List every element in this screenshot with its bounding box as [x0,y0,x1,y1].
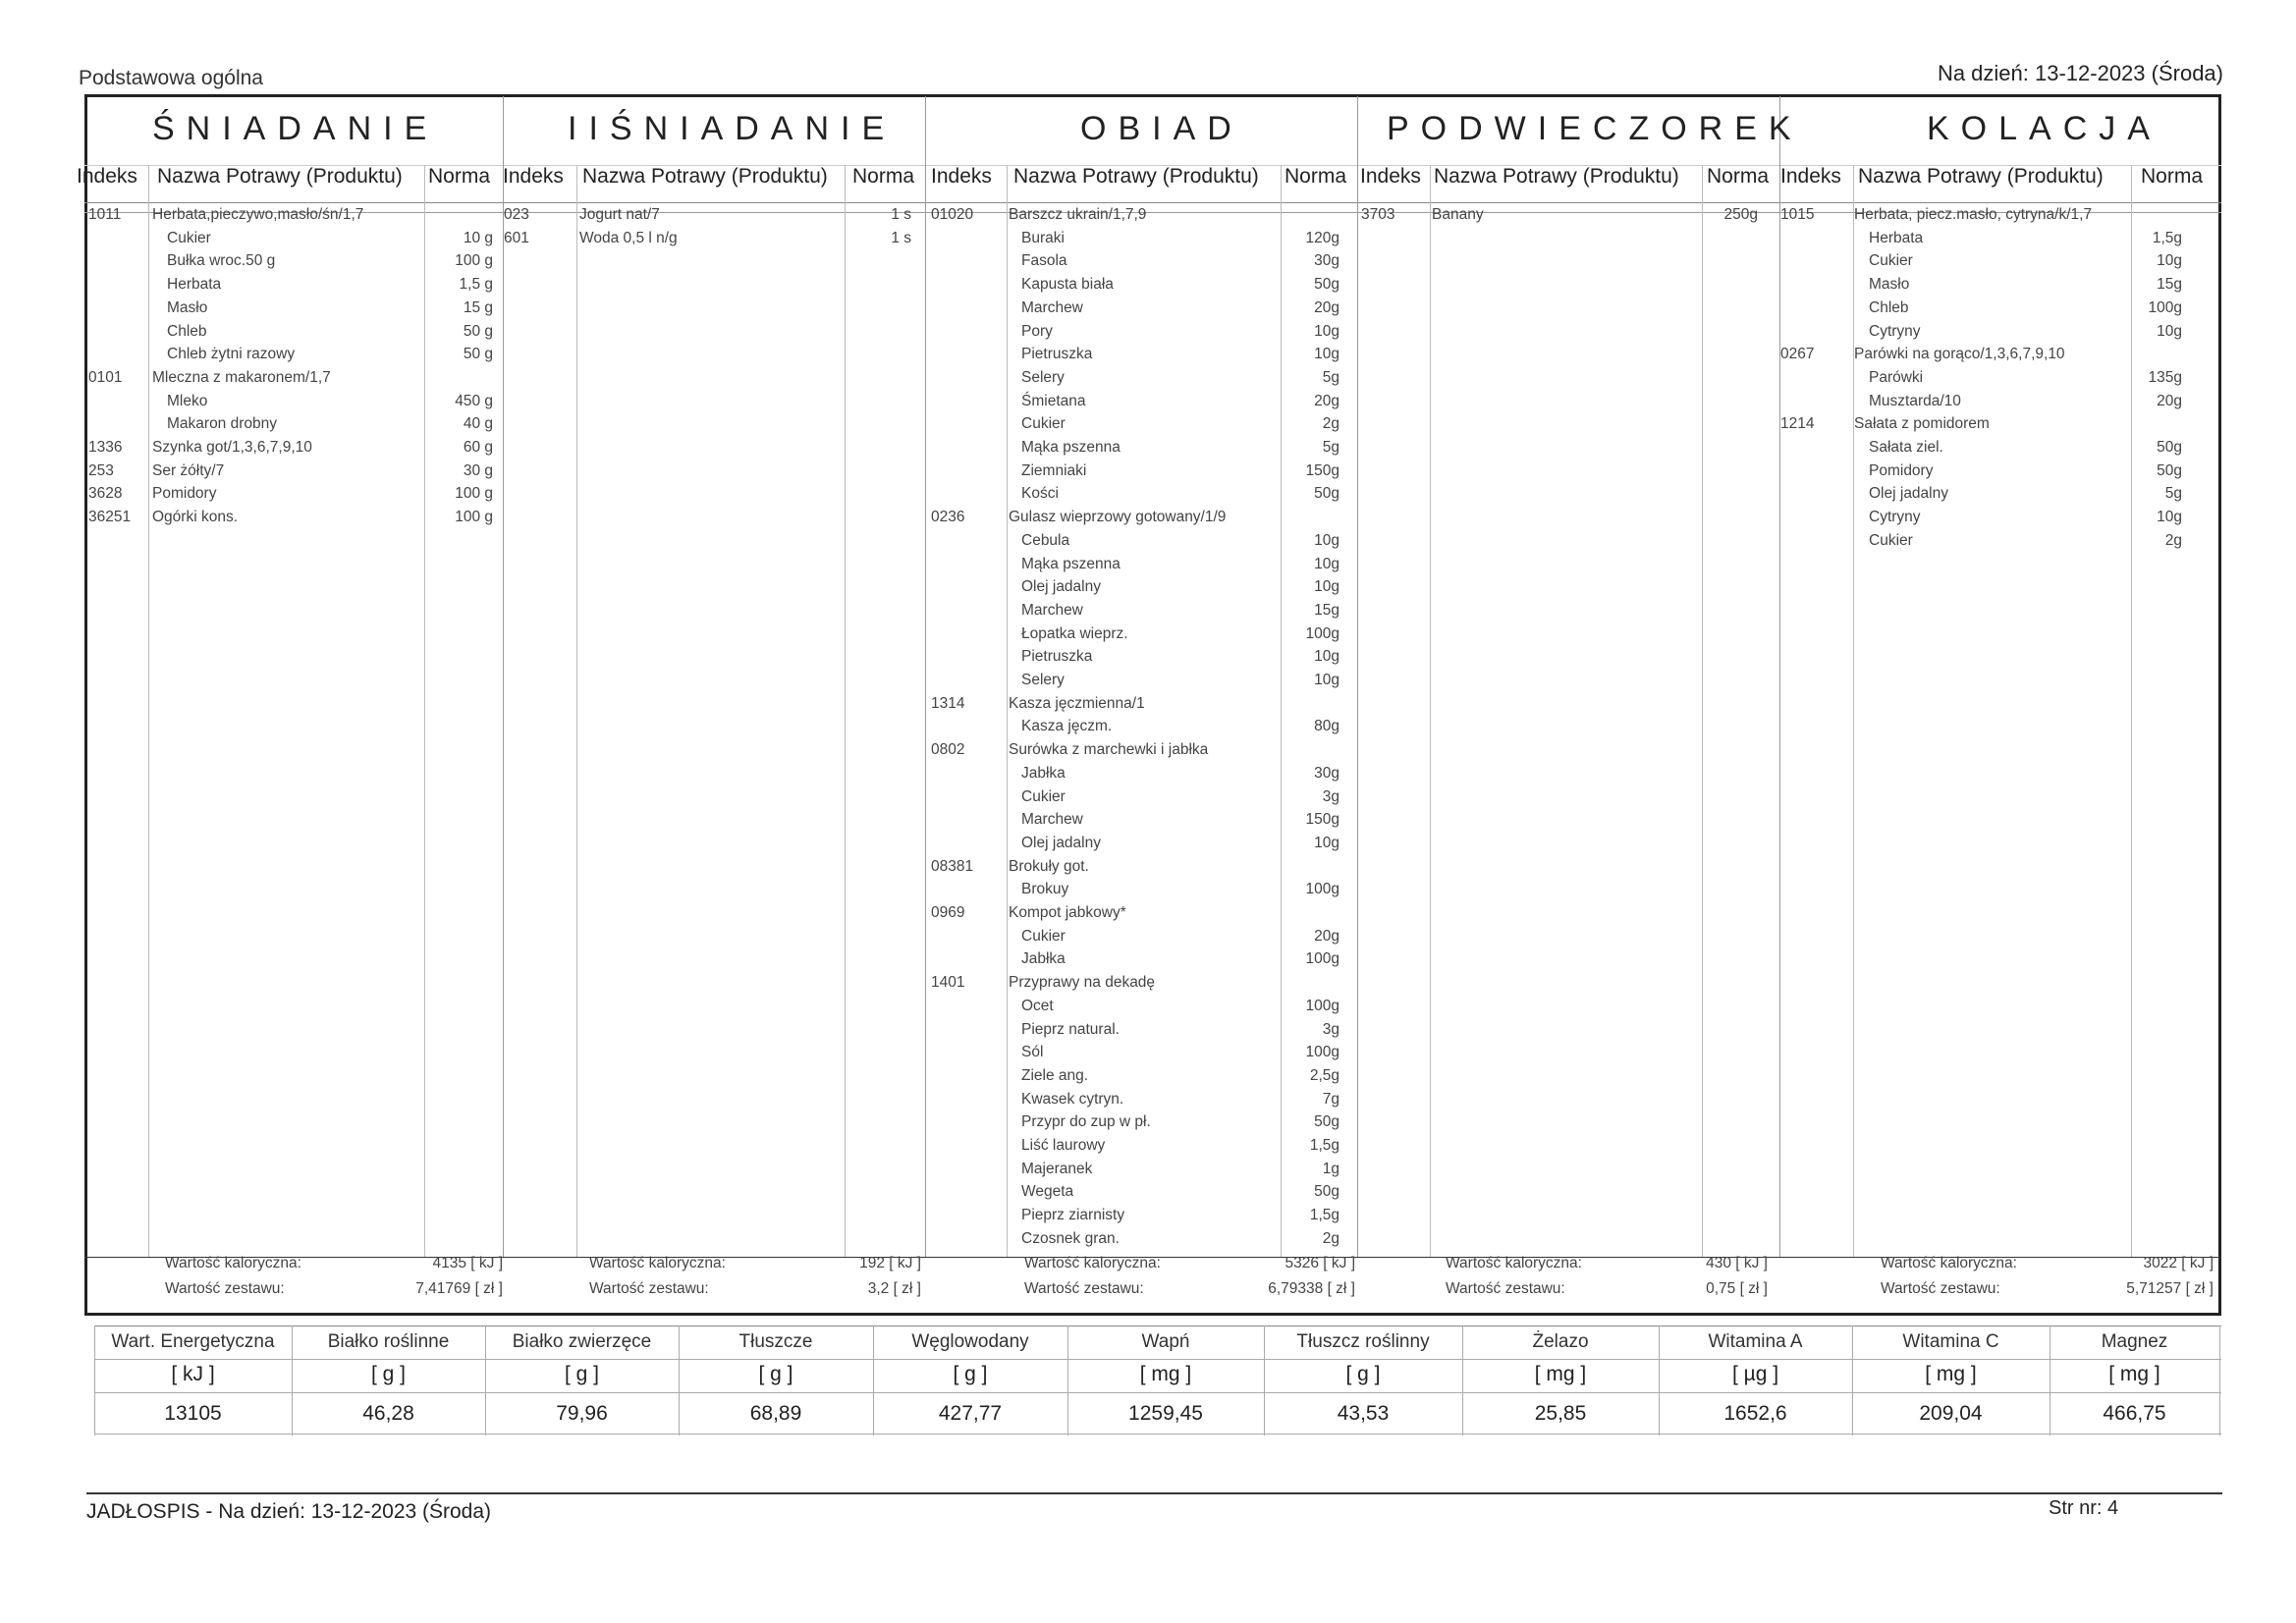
row-norma: 3g [1322,1020,1339,1038]
calorific-value: 430 [ kJ ] [1706,1255,1768,1271]
row-norma: 5g [1322,368,1339,386]
ingredient-name: Mąka pszenna [1021,555,1121,572]
dish-name: Ogórki kons. [152,509,239,526]
ingredient-name: Kasza jęczm. [1021,718,1113,735]
ingredient-name: Ziemniaki [1021,461,1087,479]
dish-name: Banany [1432,206,1484,223]
col-header-norma: Norma [1707,165,1770,188]
ingredient-name: Cebula [1021,531,1070,549]
ingredient-name: Brokuy [1021,881,1069,898]
row-norma: 450 g [455,392,493,409]
ingredient-name: Marchew [1021,298,1083,316]
col-header-name: Nazwa Potrawy (Produktu) [1013,165,1259,188]
row-norma: 10g [1314,531,1339,549]
ingredient-name: Kości [1021,485,1059,503]
nutrition-header: Witamina C [1902,1331,1999,1352]
row-norma: 50 g [463,322,493,340]
row-index: 0802 [931,741,965,759]
meal-title-2: IIŚNIADANIE [568,110,897,147]
row-norma: 1g [1322,1160,1339,1177]
row-index: 0969 [931,904,965,921]
row-norma: 10g [1314,578,1339,596]
row-index: 1401 [931,974,965,992]
row-norma: 30 g [463,461,493,479]
nutrition-value: 466,75 [2103,1402,2166,1425]
ingredient-name: Pietruszka [1021,346,1093,363]
calorific-label: Wartość kaloryczna: [165,1255,301,1271]
row-norma: 50g [1314,276,1339,294]
row-norma: 50g [2157,461,2182,479]
col-header-index: Indeks [503,165,564,188]
row-norma: 60 g [463,439,493,456]
col-header-norma: Norma [428,165,491,188]
row-norma: 20g [1314,298,1339,316]
row-norma: 2g [2164,531,2182,549]
column-line [2131,165,2132,1257]
column-line [148,165,149,1257]
row-index: 1214 [1780,415,1815,433]
meal-title-4: PODWIECZOREK [1387,110,1803,147]
dish-name: Barszcz ukrain/1,7,9 [1009,206,1147,223]
col-header-name: Nazwa Potrawy (Produktu) [582,165,828,188]
column-line [576,165,577,1257]
row-norma: 50 g [463,346,493,363]
meal-title-5: KOLACJA [1927,110,2161,147]
calorific-label: Wartość kaloryczna: [589,1255,726,1271]
dish-name: Woda 0,5 l n/g [579,229,678,246]
ingredient-name: Pory [1021,322,1053,340]
nutrition-col-line [2219,1325,2220,1435]
nutrition-unit: [ µg ] [1731,1363,1779,1385]
row-norma: 10g [1314,672,1339,688]
ingredient-name: Pieprz natural. [1021,1020,1120,1038]
dish-name: Pomidory [152,485,217,503]
ingredient-name: Kwasek cytryn. [1021,1090,1124,1108]
row-norma: 2,5g [1309,1066,1339,1084]
footer-title: JADŁOSPIS - Na dzień: 13-12-2023 (Środa) [86,1500,492,1523]
nutrition-top-line [94,1325,2221,1326]
column-line [1702,165,1703,1257]
row-norma: 100g [1305,950,1339,968]
col-header-norma: Norma [852,165,915,188]
calorific-value: 5326 [ kJ ] [1285,1255,1355,1271]
nutrition-value: 79,96 [556,1402,608,1425]
set-value: 0,75 [ zł ] [1706,1280,1768,1297]
row-norma: 20g [1314,392,1339,409]
ingredient-name: Cytryny [1869,509,1921,526]
section-divider [925,96,926,1257]
ingredient-name: Cukier [1869,531,1913,549]
column-line [845,165,846,1257]
ingredient-name: Fasola [1021,252,1067,270]
row-norma: 80g [1314,718,1339,735]
col-header-index: Indeks [1780,165,1841,188]
dish-name: Kompot jabkowy* [1009,904,1126,921]
col-header-norma: Norma [1285,165,1347,188]
ingredient-name: Selery [1021,368,1065,386]
row-index: 253 [88,461,114,479]
ingredient-name: Wegeta [1021,1183,1074,1201]
footer-line [86,1492,2222,1494]
row-norma: 2g [1322,415,1339,433]
set-value-label: Wartość zestawu: [589,1280,709,1297]
col-header-name: Nazwa Potrawy (Produktu) [1858,165,2104,188]
ingredient-name: Mąka pszenna [1021,439,1121,456]
date-header: Na dzień: 13-12-2023 (Środa) [1937,61,2223,85]
row-norma: 10g [1314,834,1339,851]
row-norma: 120g [1305,229,1339,246]
row-index: 0236 [931,509,965,526]
ingredient-name: Cukier [1869,252,1913,270]
row-norma: 100 g [455,252,493,270]
calorific-label: Wartość kaloryczna: [1446,1255,1582,1271]
column-line [424,165,425,1257]
row-norma: 30g [1314,764,1339,782]
dish-name: Gulasz wieprzowy gotowany/1/9 [1009,509,1227,526]
ingredient-name: Sól [1021,1044,1044,1061]
nutrition-unit: [ mg ] [1534,1363,1587,1385]
dish-name: Szynka got/1,3,6,7,9,10 [152,439,312,456]
row-index: 3703 [1361,206,1395,223]
ingredient-name: Masło [167,298,208,316]
ingredient-name: Cukier [1021,927,1066,945]
row-norma: 100g [1305,997,1339,1014]
ingredient-name: Chleb [1869,298,1909,316]
row-norma: 5g [2164,485,2182,503]
col-header-index: Indeks [931,165,992,188]
ingredient-name: Jabłka [1021,764,1066,782]
ingredient-name: Cukier [1021,415,1066,433]
row-norma: 1,5g [1309,1137,1339,1154]
ingredient-name: Cukier [167,229,211,246]
nutrition-value: 13105 [164,1402,222,1425]
row-index: 08381 [931,857,974,875]
ingredient-name: Czosnek gran. [1021,1229,1120,1247]
nutrition-value: 1259,45 [1128,1402,1203,1425]
nutrition-value: 1652,6 [1723,1402,1787,1425]
ingredient-name: Majeranek [1021,1160,1093,1177]
row-norma: 1 s [891,206,911,223]
dish-name: Kasza jęczmienna/1 [1009,694,1145,712]
ingredient-name: Łopatka wieprz. [1021,624,1128,642]
row-norma: 1,5g [1309,1207,1339,1224]
nutrition-unit: [ mg ] [1925,1363,1977,1385]
row-norma: 100 g [455,509,493,526]
nutrition-header: Wart. Energetyczna [111,1331,275,1352]
row-norma: 15 g [463,298,493,316]
calorific-value: 192 [ kJ ] [859,1255,921,1271]
meal-title-3: OBIAD [1080,110,1243,147]
row-norma: 50g [1314,1113,1339,1131]
nutrition-header: Magnez [2101,1331,2168,1352]
ingredient-name: Pomidory [1869,461,1934,479]
row-norma: 1 s [891,229,911,246]
col-header-name: Nazwa Potrawy (Produktu) [157,165,403,188]
set-value-label: Wartość zestawu: [1881,1280,2000,1297]
page-number: Str nr: 4 [2049,1497,2119,1519]
row-index: 1336 [88,439,123,456]
row-norma: 10 g [463,229,493,246]
nutrition-value: 46,28 [362,1402,414,1425]
row-norma: 10g [2157,252,2182,270]
row-norma: 100g [1305,624,1339,642]
ingredient-name: Masło [1869,276,1910,294]
ingredient-name: Makaron drobny [167,415,278,433]
row-index: 1015 [1780,206,1815,223]
ingredient-name: Cytryny [1869,322,1921,340]
ingredient-name: Ocet [1021,997,1054,1014]
col-header-norma: Norma [2141,165,2204,188]
ingredient-name: Jabłka [1021,950,1066,968]
ingredient-name: Pietruszka [1021,648,1093,666]
row-norma: 30g [1314,252,1339,270]
ingredient-name: Liść laurowy [1021,1137,1106,1154]
row-norma: 10g [1314,555,1339,572]
nutrition-value: 25,85 [1534,1402,1587,1425]
row-norma: 150g [1305,811,1339,829]
row-norma: 50g [1314,1183,1339,1201]
nutrition-value: 209,04 [1919,1402,1983,1425]
row-norma: 20g [2157,392,2182,409]
dish-name: Herbata, piecz.masło, cytryna/k/1,7 [1854,206,2093,223]
row-norma: 10g [2157,509,2182,526]
row-index: 1314 [931,694,965,712]
ingredient-name: Olej jadalny [1021,834,1101,851]
column-line [1007,165,1008,1257]
row-norma: 15g [1314,601,1339,619]
row-norma: 20g [1314,927,1339,945]
nutrition-row-line [94,1392,2221,1393]
row-norma: 100 g [455,485,493,503]
row-norma: 150g [1305,461,1339,479]
ingredient-name: Marchew [1021,811,1083,829]
row-norma: 5g [1322,439,1339,456]
dish-name: Brokuły got. [1009,857,1089,875]
col-header-index: Indeks [77,165,137,188]
dish-name: Parówki na gorąco/1,3,6,7,9,10 [1854,346,2065,363]
nutrition-unit: [ kJ ] [171,1363,215,1385]
row-norma: 3g [1322,787,1339,805]
ingredient-name: Marchew [1021,601,1083,619]
row-norma: 100g [1305,881,1339,898]
dish-name: Ser żółty/7 [152,461,225,479]
calorific-value: 4135 [ kJ ] [432,1255,503,1271]
set-value-label: Wartość zestawu: [165,1280,285,1297]
nutrition-row-line [94,1359,2221,1360]
nutrition-header: Tłuszcz roślinny [1296,1331,1430,1352]
row-index: 01020 [931,206,974,223]
nutrition-unit: [ g ] [370,1363,407,1385]
dish-name: Mleczna z makaronem/1,7 [152,368,331,386]
ingredient-name: Buraki [1021,229,1065,246]
nutrition-header: Białko zwierzęce [512,1331,652,1352]
row-norma: 1,5 g [459,276,493,294]
section-divider [1779,96,1780,1257]
row-index: 601 [504,229,529,246]
row-norma: 15g [2157,276,2182,294]
set-value: 3,2 [ zł ] [867,1280,921,1297]
row-norma: 7g [1322,1090,1339,1108]
ingredient-name: Parówki [1869,368,1924,386]
row-norma: 100g [1305,1044,1339,1061]
row-norma: 1,5g [2152,229,2182,246]
set-value: 5,71257 [ zł ] [2126,1280,2214,1297]
ingredient-name: Ziele ang. [1021,1066,1089,1084]
nutrition-header: Witamina A [1708,1331,1803,1352]
col-header-index: Indeks [1360,165,1421,188]
ingredient-name: Olej jadalny [1869,485,1948,503]
column-line [1430,165,1431,1257]
nutrition-header: Białko roślinne [327,1331,450,1352]
column-line [1281,165,1282,1257]
dish-name: Herbata,pieczywo,masło/śn/1,7 [152,206,364,223]
nutrition-unit: [ g ] [1345,1363,1381,1385]
row-norma: 50g [2157,439,2182,456]
nutrition-value: 427,77 [938,1402,1003,1425]
row-index: 0267 [1780,346,1815,363]
row-norma: 250g [1723,206,1758,223]
grid-line [84,202,2221,203]
column-line [1853,165,1854,1257]
calorific-value: 3022 [ kJ ] [2143,1255,2214,1271]
ingredient-name: Kapusta biała [1021,276,1114,294]
dish-name: Jogurt nat/7 [579,206,660,223]
nutrition-unit: [ g ] [953,1363,988,1385]
ingredient-name: Musztarda/10 [1869,392,1961,409]
diet-name: Podstawowa ogólna [79,67,263,89]
nutrition-header: Węglowodany [911,1331,1029,1352]
ingredient-name: Chleb [167,322,207,340]
ingredient-name: Bułka wroc.50 g [167,252,276,270]
row-norma: 10g [1314,322,1339,340]
nutrition-unit: [ g ] [564,1363,600,1385]
col-header-name: Nazwa Potrawy (Produktu) [1434,165,1679,188]
set-value: 7,41769 [ zł ] [415,1280,503,1297]
dish-name: Przyprawy na dekadę [1009,974,1156,992]
row-index: 023 [504,206,529,223]
ingredient-name: Pieprz ziarnisty [1021,1207,1125,1224]
ingredient-name: Herbata [1869,229,1924,246]
row-norma: 100g [2148,298,2182,316]
row-norma: 10g [2157,322,2182,340]
ingredient-name: Olej jadalny [1021,578,1101,596]
ingredient-name: Sałata ziel. [1869,439,1943,456]
ingredient-name: Chleb żytni razowy [167,346,296,363]
ingredient-name: Śmietana [1021,392,1086,409]
nutrition-header: Tłuszcze [738,1331,813,1352]
set-value-label: Wartość zestawu: [1024,1280,1144,1297]
row-norma: 40 g [463,415,493,433]
row-index: 3628 [88,485,123,503]
row-norma: 135g [2148,368,2182,386]
row-norma: 10g [1314,346,1339,363]
calorific-label: Wartość kaloryczna: [1881,1255,2017,1271]
row-norma: 50g [1314,485,1339,503]
row-index: 0101 [88,368,123,386]
set-value: 6,79338 [ zł ] [1268,1280,1355,1297]
ingredient-name: Mleko [167,392,208,409]
nutrition-unit: [ mg ] [2108,1363,2160,1385]
section-divider [1357,96,1358,1257]
ingredient-name: Selery [1021,672,1065,688]
meal-title-1: ŚNIADANIE [152,110,439,147]
nutrition-header: Żelazo [1532,1331,1589,1352]
ingredient-name: Herbata [167,276,222,294]
row-index: 1011 [88,206,122,223]
row-norma: 2g [1322,1229,1339,1247]
nutrition-unit: [ mg ] [1139,1363,1192,1385]
nutrition-header: Wapń [1141,1331,1190,1352]
nutrition-value: 68,89 [749,1402,802,1425]
row-norma: 10g [1314,648,1339,666]
nutrition-value: 43,53 [1337,1402,1390,1425]
nutrition-unit: [ g ] [758,1363,793,1385]
calorific-label: Wartość kaloryczna: [1024,1255,1161,1271]
set-value-label: Wartość zestawu: [1446,1280,1565,1297]
row-index: 36251 [88,509,132,526]
section-divider [503,96,504,1257]
ingredient-name: Przypr do zup w pł. [1021,1113,1151,1131]
dish-name: Sałata z pomidorem [1854,415,1990,433]
ingredient-name: Cukier [1021,787,1066,805]
dish-name: Surówka z marchewki i jabłka [1009,741,1209,759]
